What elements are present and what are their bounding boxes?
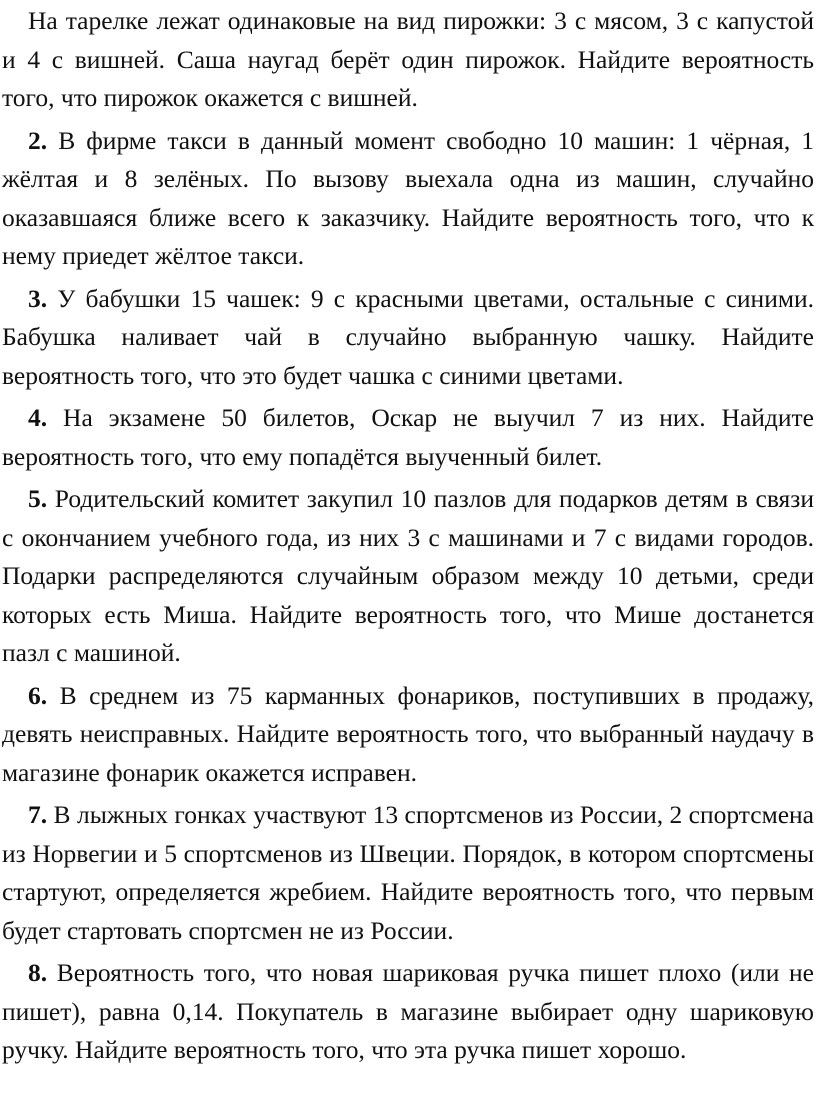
problem-1	[2, 2, 814, 118]
problem-7-number: 7.	[28, 800, 48, 829]
problem-3-text: У бабушки 15 чашек: 9 с красными цветами, остальные с синими. Бабушка наливает чай в случайно выбранную чашку. Найдите вероятность того, что это будет чашка с синими цветами.	[2, 283, 815, 390]
problem-6-text: В среднем из 75 карманных фонариков, поступивших в продажу, девять неисправных. Найдите вероятность того, что выбранный наудачу в магазине фонарик окажется исправен.	[2, 680, 814, 787]
problem-4	[2, 399, 814, 476]
problem-7	[2, 796, 814, 950]
problem-2-text: В фирме такси в данный момент свободно 10 машин: 1 чёрная, 1 жёлтая и 8 зелёных. По вызову выехала одна из машин, случайно оказавшаяся ближе всего к заказчику. Найдите вероятность того, что к нему приедет жёлтое такси.	[2, 125, 815, 270]
problem-3-number: 3.	[28, 283, 48, 313]
problem-5-text: Родительский комитет закупил 10 пазлов для подарков детям в связи с окончанием учебного года, из них 3 с машинами и 7 с видами городов. Подарки распределяются случайным образом между 10 детьми, среди которых есть Миша. Найдите вероятность того, что Мише достанется пазл с машиной.	[2, 484, 814, 667]
problem-2-number: 2.	[28, 125, 48, 155]
problem-6	[2, 677, 814, 793]
problem-2	[2, 122, 814, 276]
problem-4-text: На экзамене 50 билетов, Оскар не выучил 7 из них. Найдите вероятность того, что ему попадётся выученный билет.	[2, 403, 814, 471]
problem-1-text: На тарелке лежат одинаковые на вид пирожки: 3 с мясом, 3 с капустой и 4 с вишней. Саша наугад берёт один пирожок. Найдите вероятность того, что пирожок окажется с вишней.	[2, 6, 814, 112]
problem-5	[2, 480, 814, 673]
problem-8-text: Вероятность того, что новая шариковая ручка пишет плохо (или не пишет), равна 0,14. Покупатель в магазине выбирает одну шариковую ручку. Найдите вероятность того, что эта ручка пишет хорошо.	[2, 958, 814, 1064]
problem-8	[2, 954, 814, 1070]
problem-4-number: 4.	[28, 403, 48, 432]
problem-3	[2, 280, 814, 396]
problem-7-text: В лыжных гонках участвуют 13 спортсменов из России, 2 спортсмена из Норвегии и 5 спортсменов из Швеции. Порядок, в котором спортсмены стартуют, определяется жребием. Найдите вероятность того, что первым будет стартовать спортсмен не из России.	[2, 800, 815, 945]
problem-6-number: 6.	[28, 680, 48, 710]
problem-8-number: 8.	[28, 958, 48, 987]
problem-5-number: 5.	[28, 484, 48, 513]
